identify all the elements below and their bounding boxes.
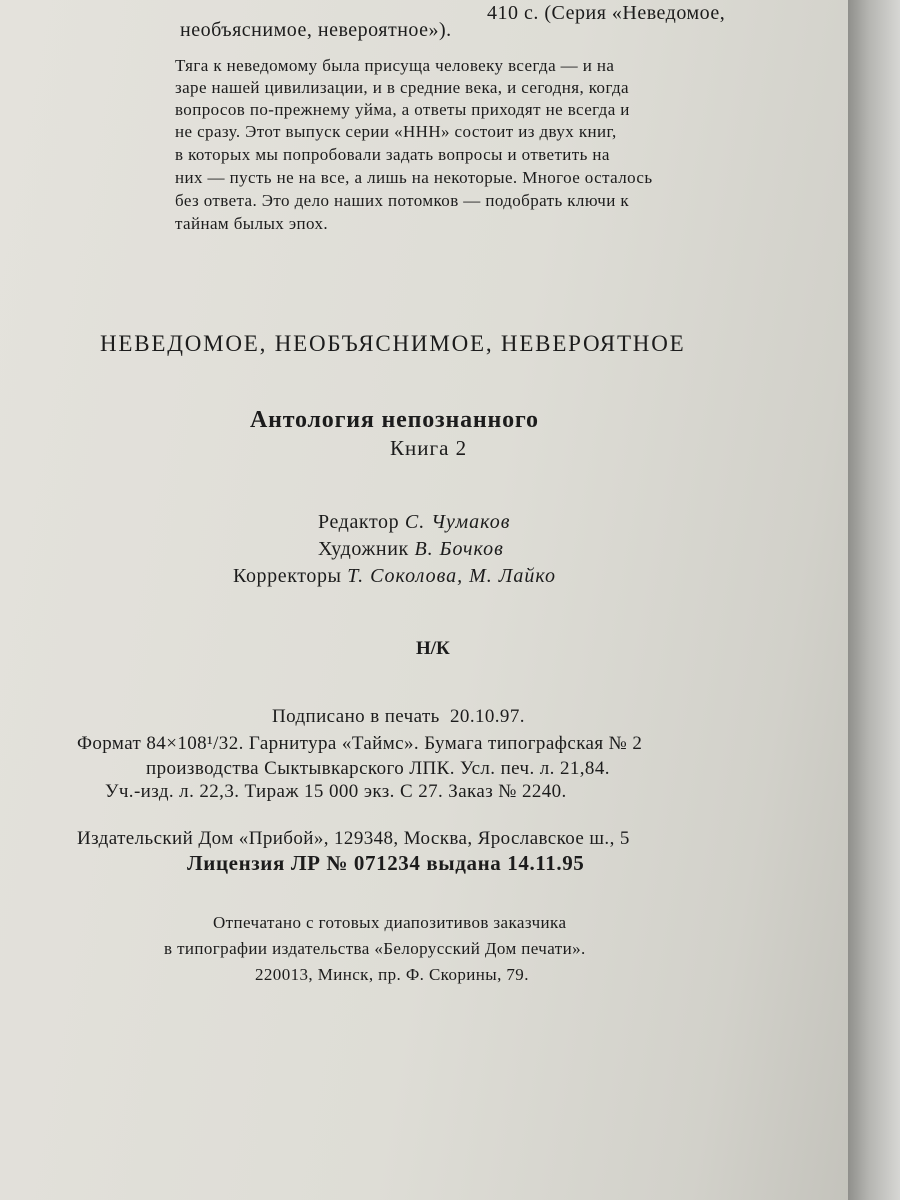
book-title: Антология непознанного xyxy=(250,407,539,433)
imprint-line: Формат 84×108¹/32. Гарнитура «Таймс». Бумага типографская № 2 xyxy=(77,733,643,754)
credit-artist xyxy=(318,538,504,561)
printer-line: 220013, Минск, пр. Ф. Скорины, 79. xyxy=(255,965,529,984)
intro-line: в которых мы попробовали задать вопросы и ответить на xyxy=(175,145,610,164)
adjacent-page-edge xyxy=(848,0,900,1200)
credit-proofreaders xyxy=(233,565,556,588)
credit-names: Т. Соколова, М. Лайко xyxy=(347,565,556,587)
imprint-line: Уч.-изд. л. 22,3. Тираж 15 000 экз. С 27. Заказ № 2240. xyxy=(105,781,567,802)
printer-line: в типографии издательства «Белорусский Дом печати». xyxy=(164,939,586,958)
publisher-line: Издательский Дом «Прибой», 129348, Москва, Ярославское ш., 5 xyxy=(77,828,630,849)
intro-line: заре нашей цивилизации, и в средние века, и сегодня, когда xyxy=(175,78,629,97)
license-line: Лицензия ЛР № 071234 выдана 14.11.95 xyxy=(187,851,585,875)
credit-names: С. Чумаков xyxy=(404,511,511,533)
intro-line: Тяга к неведомому была присуща человеку всегда — и на xyxy=(175,56,615,75)
credit-editor xyxy=(318,511,510,534)
intro-line: вопросов по-прежнему уйма, а ответы приходят не всегда и xyxy=(175,100,630,119)
intro-line: не сразу. Этот выпуск серии «ННН» состоит из двух книг, xyxy=(175,122,617,141)
imprint-line: производства Сыктывкарского ЛПК. Усл. печ. л. 21,84. xyxy=(146,758,610,779)
intro-line: без ответа. Это дело наших потомков — подобрать ключи к xyxy=(175,191,630,210)
top-line-1: 410 с. (Серия «Неведомое, xyxy=(487,2,726,24)
intro-line: тайнам былых эпох. xyxy=(175,214,329,233)
intro-line: них — пусть не на все, а лишь на некоторые. Многое осталось xyxy=(175,168,653,187)
signed-to-print xyxy=(272,706,525,728)
printer-line: Отпечатано с готовых диапозитивов заказчика xyxy=(213,913,567,932)
credit-role: Корректоры xyxy=(233,565,342,587)
book-number: Книга 2 xyxy=(390,436,468,460)
signed-date: 20.10.97. xyxy=(450,706,525,727)
credit-role: Редактор xyxy=(318,511,400,533)
top-line-2: необъяснимое, невероятное»). xyxy=(180,19,452,41)
credit-names: В. Бочков xyxy=(414,538,504,560)
credit-role: Художник xyxy=(318,538,409,560)
nk-mark: Н/К xyxy=(416,638,450,659)
signed-label: Подписано в печать xyxy=(272,706,440,727)
series-title: НЕВЕДОМОЕ, НЕОБЪЯСНИМОЕ, НЕВЕРОЯТНОЕ xyxy=(100,331,686,356)
